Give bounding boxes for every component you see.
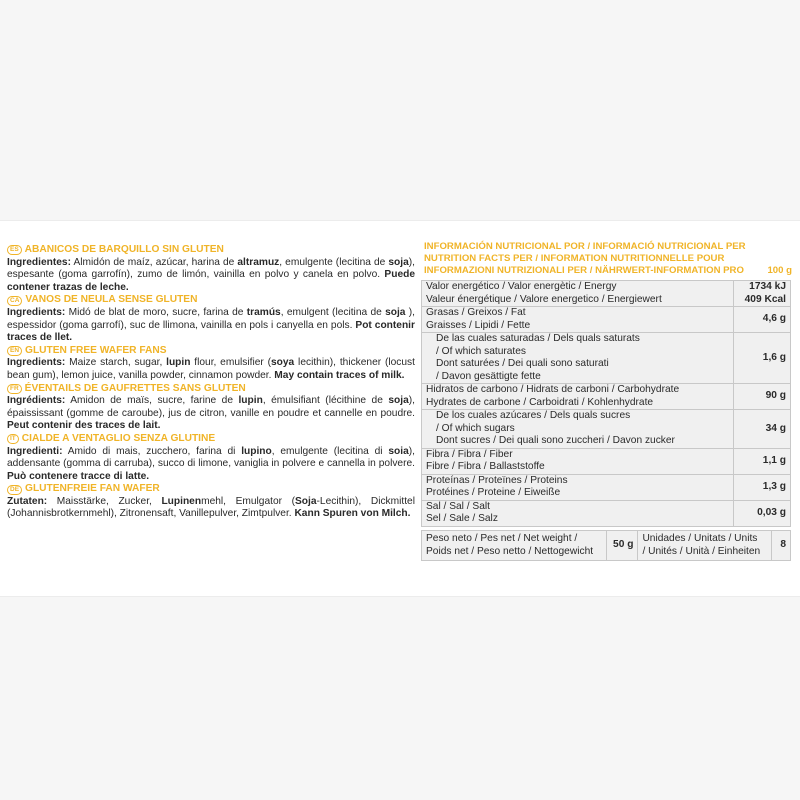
nutrition-row — [422, 448, 791, 474]
nutrient-label — [422, 410, 734, 449]
nutrient-label — [422, 333, 734, 384]
net-weight-label — [422, 531, 607, 561]
nutrient-label — [422, 500, 734, 526]
nutrition-table — [421, 280, 791, 527]
nutrition-row — [422, 333, 791, 384]
language-badge: CA — [7, 296, 22, 306]
nutrient-label — [422, 307, 734, 333]
ingredient-emphasis: Soja — [295, 495, 317, 507]
ingredient-heading-es — [7, 244, 415, 257]
ingredient-emphasis: soja — [388, 256, 409, 268]
language-badge: FR — [7, 384, 22, 394]
nutrient-label-line: Fibra / Fibra / Fiber — [426, 448, 513, 460]
nutrient-label-line: Grasas / Greixos / Fat — [426, 307, 526, 318]
ingredient-emphasis: soia — [388, 445, 409, 457]
ingredient-emphasis: May contain traces of milk. — [274, 369, 405, 381]
nutrient-label — [422, 281, 734, 307]
ingredient-fragment: ), addensante (gomma di carruba), succo di limone, vaniglia in polvere e cannella in polvere. — [7, 445, 415, 470]
units-value: 8 — [772, 531, 791, 561]
ingredient-emphasis: Kann Spuren von Milch. — [294, 508, 411, 520]
ingredient-fragment: ), épaississant (gomme de caroube), jus de citron, vanille en poudre et cannelle en poudre. — [7, 395, 415, 419]
ingredient-fragment: Maize starch, sugar, — [65, 357, 167, 369]
ingredients-column — [7, 244, 415, 521]
nutrient-label-line: Hydrates de carbone / Carboidrati / Kohlenhydrate — [426, 396, 654, 408]
nutrient-label-line: Graisses / Lipidi / Fette — [426, 319, 531, 331]
ingredient-emphasis: lupin — [166, 357, 191, 369]
ingredient-fragment: , émulsifiant (lécithine de — [262, 395, 389, 407]
nutrient-label — [422, 448, 734, 474]
ingredient-text-ca — [7, 307, 415, 345]
language-badge: IT — [7, 434, 19, 444]
ingredient-fragment: -Lecithin), Dickmittel (Johannisbrotkernmehl), Zitronensaft, Vanillepulver, Zimtpulver. — [7, 495, 415, 520]
ingredient-fragment: Almidón de maíz, azúcar, harina de — [70, 256, 238, 268]
ingredient-fragment: , emulgente (lecitina di — [271, 445, 389, 457]
ingredient-fragment: ), espessidor (goma garrofí), suc de llimona, vainilla en pols i canyella en pols. — [7, 306, 415, 331]
ingredient-emphasis: Può contenere tracce di latte. — [7, 470, 150, 482]
language-badge: ES — [7, 245, 22, 255]
nutrient-label-line: Proteínas / Proteïnes / Proteins — [426, 474, 568, 486]
ingredient-emphasis: lupino — [241, 445, 272, 457]
ingredient-title: GLUTEN FREE WAFER FANS — [25, 344, 167, 356]
language-badge: EN — [7, 346, 22, 356]
ingredient-fragment: ), espesante (goma garrofín), zumo de limón, vainilla en polvo y canela en polvo. — [7, 256, 415, 281]
ingredient-fragment: Amido di mais, zucchero, farina di — [62, 445, 242, 457]
ingredient-heading-it — [7, 433, 415, 446]
ingredient-emphasis: soja — [388, 395, 409, 407]
nutrient-label-line: / Of which sugars — [436, 422, 515, 434]
net-weight-label-line2: Poids net / Peso netto / Nettogewicht — [426, 545, 594, 557]
ingredient-text-it — [7, 446, 415, 484]
nutrient-value: 1,3 g — [734, 474, 791, 500]
nutrition-row — [422, 410, 791, 449]
nutrition-header-line3-row — [424, 265, 792, 277]
ingredient-title: VANOS DE NEULA SENSE GLUTEN — [25, 294, 198, 306]
nutrient-label — [422, 384, 734, 410]
nutrition-header — [424, 241, 792, 276]
units-label-line1: Unidades / Unitats / Units — [642, 533, 758, 544]
ingredient-fragment: flour, emulsifier ( — [190, 357, 271, 369]
nutrition-header-line2: NUTRITION FACTS PER / INFORMATION NUTRITIONNELLE POUR — [424, 252, 725, 264]
ingredient-title: ÉVENTAILS DE GAUFRETTES SANS GLUTEN — [24, 382, 246, 394]
ingredient-emphasis: Puede contener trazas de leche. — [7, 269, 415, 293]
net-weight-label-line1: Peso neto / Pes net / Net weight / — [426, 533, 578, 544]
ingredient-fragment: Amidon de maïs, sucre, farine de — [65, 395, 239, 407]
nutrition-row — [422, 474, 791, 500]
ingredient-emphasis: Ingredients: — [7, 357, 66, 369]
nutrient-value: 90 g — [734, 384, 791, 410]
nutrition-row — [422, 281, 791, 307]
nutrient-label-line: Protéines / Proteine / Eiweiße — [426, 487, 561, 498]
ingredient-emphasis: Ingredients: — [7, 306, 66, 318]
nutrition-header-line3: INFORMAZIONI NUTRIZIONALI PER / NÄHRWERT-INFORMATION PRO — [424, 264, 744, 276]
nutrient-label-line: Dont sucres / Dei quali sono zuccheri / Davon zucker — [436, 435, 675, 446]
ingredient-text-es — [7, 257, 415, 295]
nutrient-value: 4,6 g — [734, 307, 791, 333]
nutrient-label — [422, 474, 734, 500]
nutrient-label-line: Sal / Sal / Salt — [426, 500, 490, 512]
nutrient-label-line: De las cuales saturadas / Dels quals saturats — [436, 333, 640, 344]
ingredient-heading-de — [7, 483, 415, 496]
ingredient-emphasis: Zutaten: — [7, 495, 48, 507]
ingredient-emphasis: Ingredienti: — [7, 445, 63, 457]
nutrient-value: 0,03 g — [734, 500, 791, 526]
nutrient-label-line: / Davon gesättigte fette — [436, 370, 541, 382]
ingredient-emphasis: Lupinen — [161, 495, 202, 507]
nutrient-value — [734, 281, 791, 307]
ingredient-fragment: , emulgente (lecitina de — [279, 256, 389, 268]
units-label — [638, 531, 772, 561]
ingredient-heading-ca — [7, 294, 415, 307]
ingredient-emphasis: altramuz — [237, 256, 280, 268]
nutrition-row — [422, 307, 791, 333]
ingredient-fragment: Midó de blat de moro, sucre, farina de — [65, 306, 247, 318]
ingredient-emphasis: Pot contenir traces de llet. — [7, 319, 415, 344]
ingredient-title: ABANICOS DE BARQUILLO SIN GLUTEN — [24, 244, 224, 255]
ingredient-fragment: Maisstärke, Zucker, — [47, 495, 162, 507]
nutrient-value-line: 1734 kJ — [749, 281, 786, 292]
ingredient-emphasis: Ingrédients: — [7, 395, 66, 407]
nutrient-label-line: / Of which saturates — [436, 345, 527, 357]
ingredient-fragment: lecithin), thickener (locust bean gum), lemon juice, vanilla powder, cinnamon powder. — [7, 357, 415, 381]
nutrient-label-line: De los cuales azúcares / Dels quals sucres — [436, 410, 631, 421]
language-badge: DE — [7, 485, 22, 495]
ingredient-emphasis: soja — [385, 306, 406, 318]
ingredient-fragment: mehl, Emulgator ( — [201, 495, 295, 507]
ingredient-fragment: , emulgent (lecitina de — [280, 306, 386, 318]
ingredient-title: CIALDE A VENTAGLIO SENZA GLUTINE — [21, 432, 216, 444]
ingredient-title: GLUTENFREIE FAN WAFER — [25, 483, 160, 495]
ingredient-emphasis: Peut contenir des traces de lait. — [7, 420, 161, 432]
nutrient-value: 1,1 g — [734, 448, 791, 474]
nutrition-per-amount: 100 g — [767, 264, 792, 276]
nutrient-label-line: Dont saturées / Dei quali sono saturati — [436, 358, 609, 369]
nutrition-row — [422, 500, 791, 526]
ingredient-text-de — [7, 496, 415, 521]
weight-table — [421, 530, 791, 561]
ingredient-heading-fr — [7, 383, 415, 396]
ingredient-emphasis: soya — [271, 357, 295, 369]
units-label-line2: / Unités / Unità / Einheiten — [642, 545, 761, 557]
net-weight-value: 50 g — [607, 531, 638, 561]
nutrient-label-line: Valor energético / Valor energètic / Energy — [426, 281, 617, 292]
nutrient-label-line: Valeur énergétique / Valore energetico / Energiewert — [426, 293, 662, 305]
weight-row — [422, 531, 791, 561]
ingredient-text-en — [7, 357, 415, 382]
nutrient-value-line: 409 Kcal — [744, 293, 786, 305]
ingredient-heading-en — [7, 345, 415, 358]
nutrition-header-line1: INFORMACIÓN NUTRICIONAL POR / INFORMACIÓ NUTRICIONAL PER — [424, 241, 746, 252]
nutrient-value: 1,6 g — [734, 333, 791, 384]
ingredient-emphasis: lupin — [238, 395, 263, 407]
nutrition-row — [422, 384, 791, 410]
nutrient-label-line: Fibre / Fibra / Ballaststoffe — [426, 461, 545, 472]
nutrient-label-line: Sel / Sale / Salz — [426, 513, 498, 524]
ingredient-emphasis: tramús — [246, 306, 281, 318]
nutrient-value: 34 g — [734, 410, 791, 449]
ingredient-emphasis: Ingredientes: — [7, 256, 71, 268]
nutrient-label-line: Hidratos de carbono / Hidrats de carboni / Carbohydrate — [426, 384, 680, 395]
ingredient-text-fr — [7, 395, 415, 433]
